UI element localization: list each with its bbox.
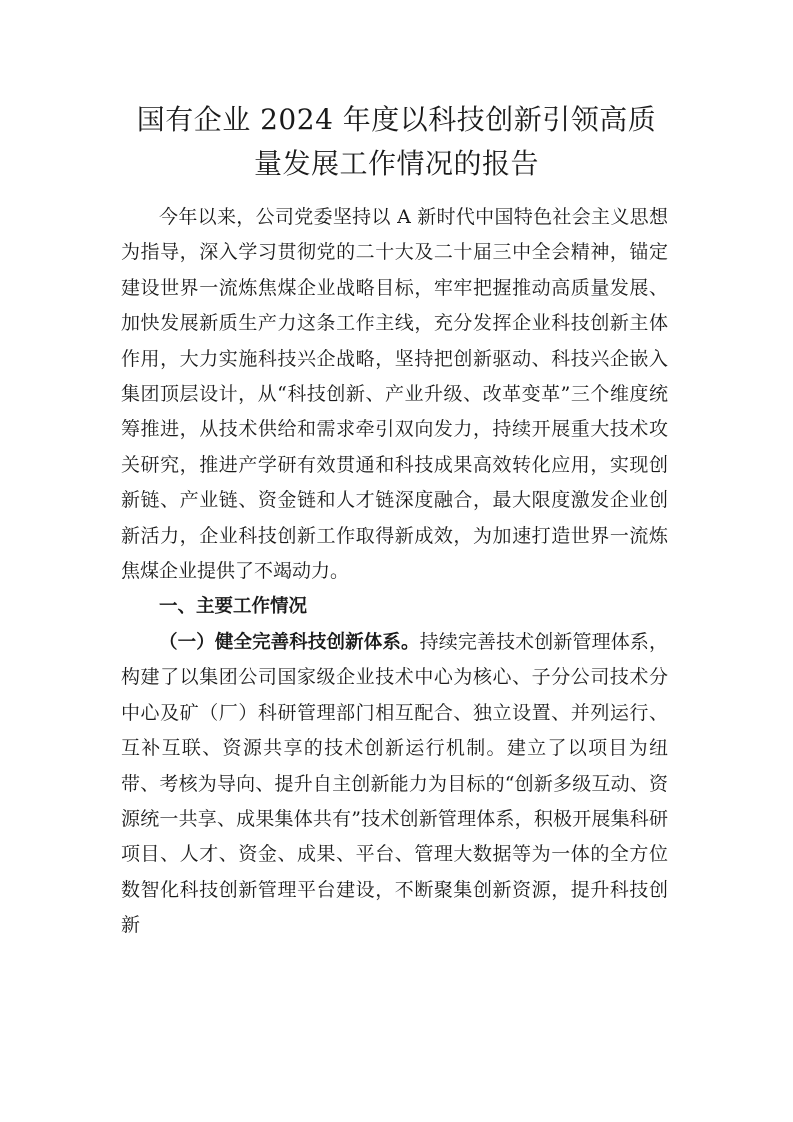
title-line-2: 量发展工作情况的报告: [253, 147, 539, 180]
subsection-paragraph-1: [121, 625, 668, 944]
title-line-1: 国有企业 2024 年度以科技创新引领高质: [136, 103, 657, 136]
document-body: [121, 200, 668, 944]
section-heading-main-work: 一、主要工作情况: [159, 596, 308, 618]
document-title: [100, 98, 693, 186]
subsection-heading-1: （一）健全完善科技创新体系。: [159, 631, 420, 653]
subsection-text-1: 持续完善技术创新管理体系，构建了以集团公司国家级企业技术中心为核心、子分公司技术分中心及矿（厂）科研管理部门相互配合、独立设置、并列运行、互补互联、资源共享的技术创新运行机制。建立了以项目为纽带、考核为导向、提升自主创新能力为目标的“创新多级互动、资源统一共享、成果集体共有”技术创新管理体系，积极开展集科研项目、人才、资金、成果、平台、管理大数据等为一体的全方位数智化科技创新管理平台建设，不断聚集创新资源，提升科技创新: [121, 630, 668, 937]
intro-paragraph: 今年以来，公司党委坚持以 A 新时代中国特色社会主义思想为指导，深入学习贯彻党的二十大及二十届三中全会精神，锚定建设世界一流炼焦煤企业战略目标，牢牢把握推动高质量发展、加快发展新质生产力这条工作主线，充分发挥企业科技创新主体作用，大力实施科技兴企战略，坚持把创新驱动、科技兴企嵌入集团顶层设计，从“科技创新、产业升级、改革变革”三个维度统筹推进，从技术供给和需求牵引双向发力，持续开展重大技术攻关研究，推进产学研有效贯通和科技成果高效转化应用，实现创新链、产业链、资金链和人才链深度融合，最大限度激发企业创新活力，企业科技创新工作取得新成效，为加速打造世界一流炼焦煤企业提供了不竭动力。: [121, 206, 668, 583]
